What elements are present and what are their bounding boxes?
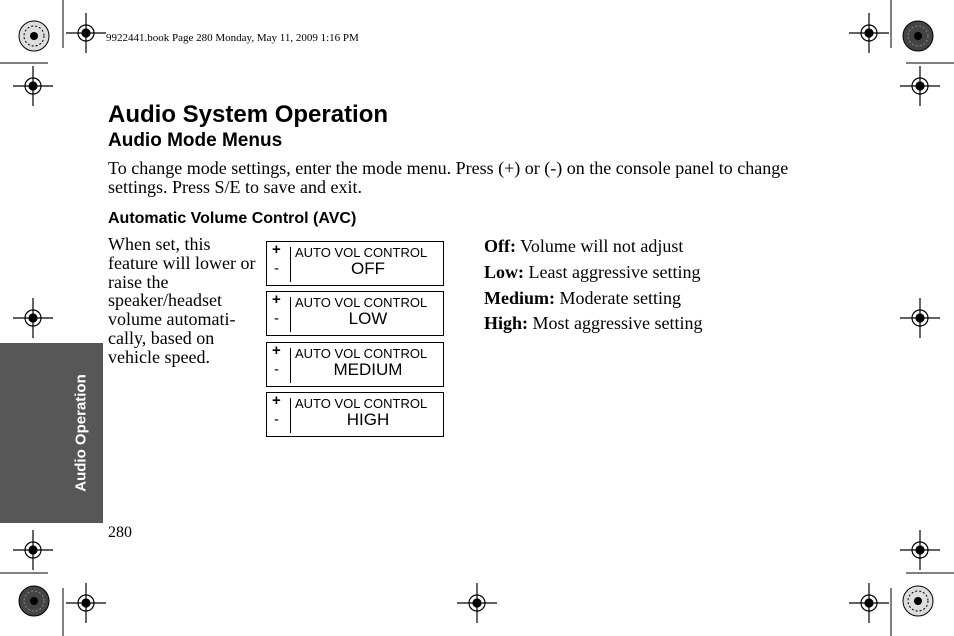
crosshair-mark xyxy=(66,583,106,623)
print-header: 9922441.book Page 280 Monday, May 11, 2009 1:16 PM xyxy=(106,32,359,44)
display-panel-high xyxy=(266,392,444,437)
setting-text: Most aggressive setting xyxy=(532,313,703,334)
plus-symbol: + xyxy=(272,241,281,258)
settings-list xyxy=(484,234,703,337)
plus-symbol: + xyxy=(272,392,281,409)
plus-symbol: + xyxy=(272,291,281,308)
crosshair-mark xyxy=(849,583,889,623)
star-target-mark xyxy=(903,21,933,51)
display-panel-low xyxy=(266,291,444,336)
setting-low xyxy=(484,260,703,286)
setting-term: Off: xyxy=(484,236,516,256)
setting-term: Low: xyxy=(484,261,524,282)
crosshair-mark xyxy=(66,13,106,53)
crosshair-mark xyxy=(849,13,889,53)
crosshair-mark xyxy=(900,530,940,570)
display-panel-medium xyxy=(266,342,444,387)
page-title: Audio System Operation xyxy=(108,101,389,128)
panel-label: AUTO VOL CONTROL xyxy=(295,295,428,310)
star-target-mark xyxy=(19,21,49,51)
panel-label: AUTO VOL CONTROL xyxy=(295,396,428,411)
intro-paragraph: To change mode settings, enter the mode menu. Press (+) or (-) on the console panel to change settings. Press S/E to save and exit. xyxy=(108,158,789,197)
minus-symbol: - xyxy=(274,260,279,277)
panel-value: MEDIUM xyxy=(333,360,403,379)
crosshair-mark xyxy=(13,298,53,338)
crosshair-mark xyxy=(13,66,53,106)
setting-text: Moderate setting xyxy=(559,287,681,308)
setting-text: Least aggressive setting xyxy=(528,261,701,282)
panel-value: OFF xyxy=(351,259,385,278)
panel-label: AUTO VOL CONTROL xyxy=(295,245,428,260)
display-panel-off xyxy=(266,241,444,286)
crosshair-mark xyxy=(13,530,53,570)
crosshair-mark xyxy=(900,66,940,106)
star-target-mark xyxy=(903,586,933,616)
panel-label: AUTO VOL CONTROL xyxy=(295,346,428,361)
setting-text: Volume will not adjust xyxy=(520,236,684,256)
setting-off xyxy=(484,234,703,260)
crosshair-mark xyxy=(900,298,940,338)
setting-term: Medium: xyxy=(484,287,555,308)
avc-heading: Automatic Volume Control (AVC) xyxy=(108,210,357,227)
crosshair-mark xyxy=(457,583,497,623)
minus-symbol: - xyxy=(274,411,279,428)
minus-symbol: - xyxy=(274,361,279,378)
panel-value: HIGH xyxy=(346,410,390,429)
minus-symbol: - xyxy=(274,310,279,327)
section-subtitle: Audio Mode Menus xyxy=(108,130,283,151)
star-target-mark xyxy=(19,586,49,616)
page-number: 280 xyxy=(108,524,132,541)
plus-symbol: + xyxy=(272,342,281,359)
avc-description: When set, this feature will lower or raise the speaker/headset volume automati-cally, based on vehicle speed. xyxy=(108,234,256,367)
setting-term: High: xyxy=(484,313,529,334)
setting-high xyxy=(484,311,703,337)
setting-medium xyxy=(484,286,703,312)
side-tab-label: Audio Operation xyxy=(72,374,90,492)
panel-value: LOW xyxy=(348,309,388,328)
